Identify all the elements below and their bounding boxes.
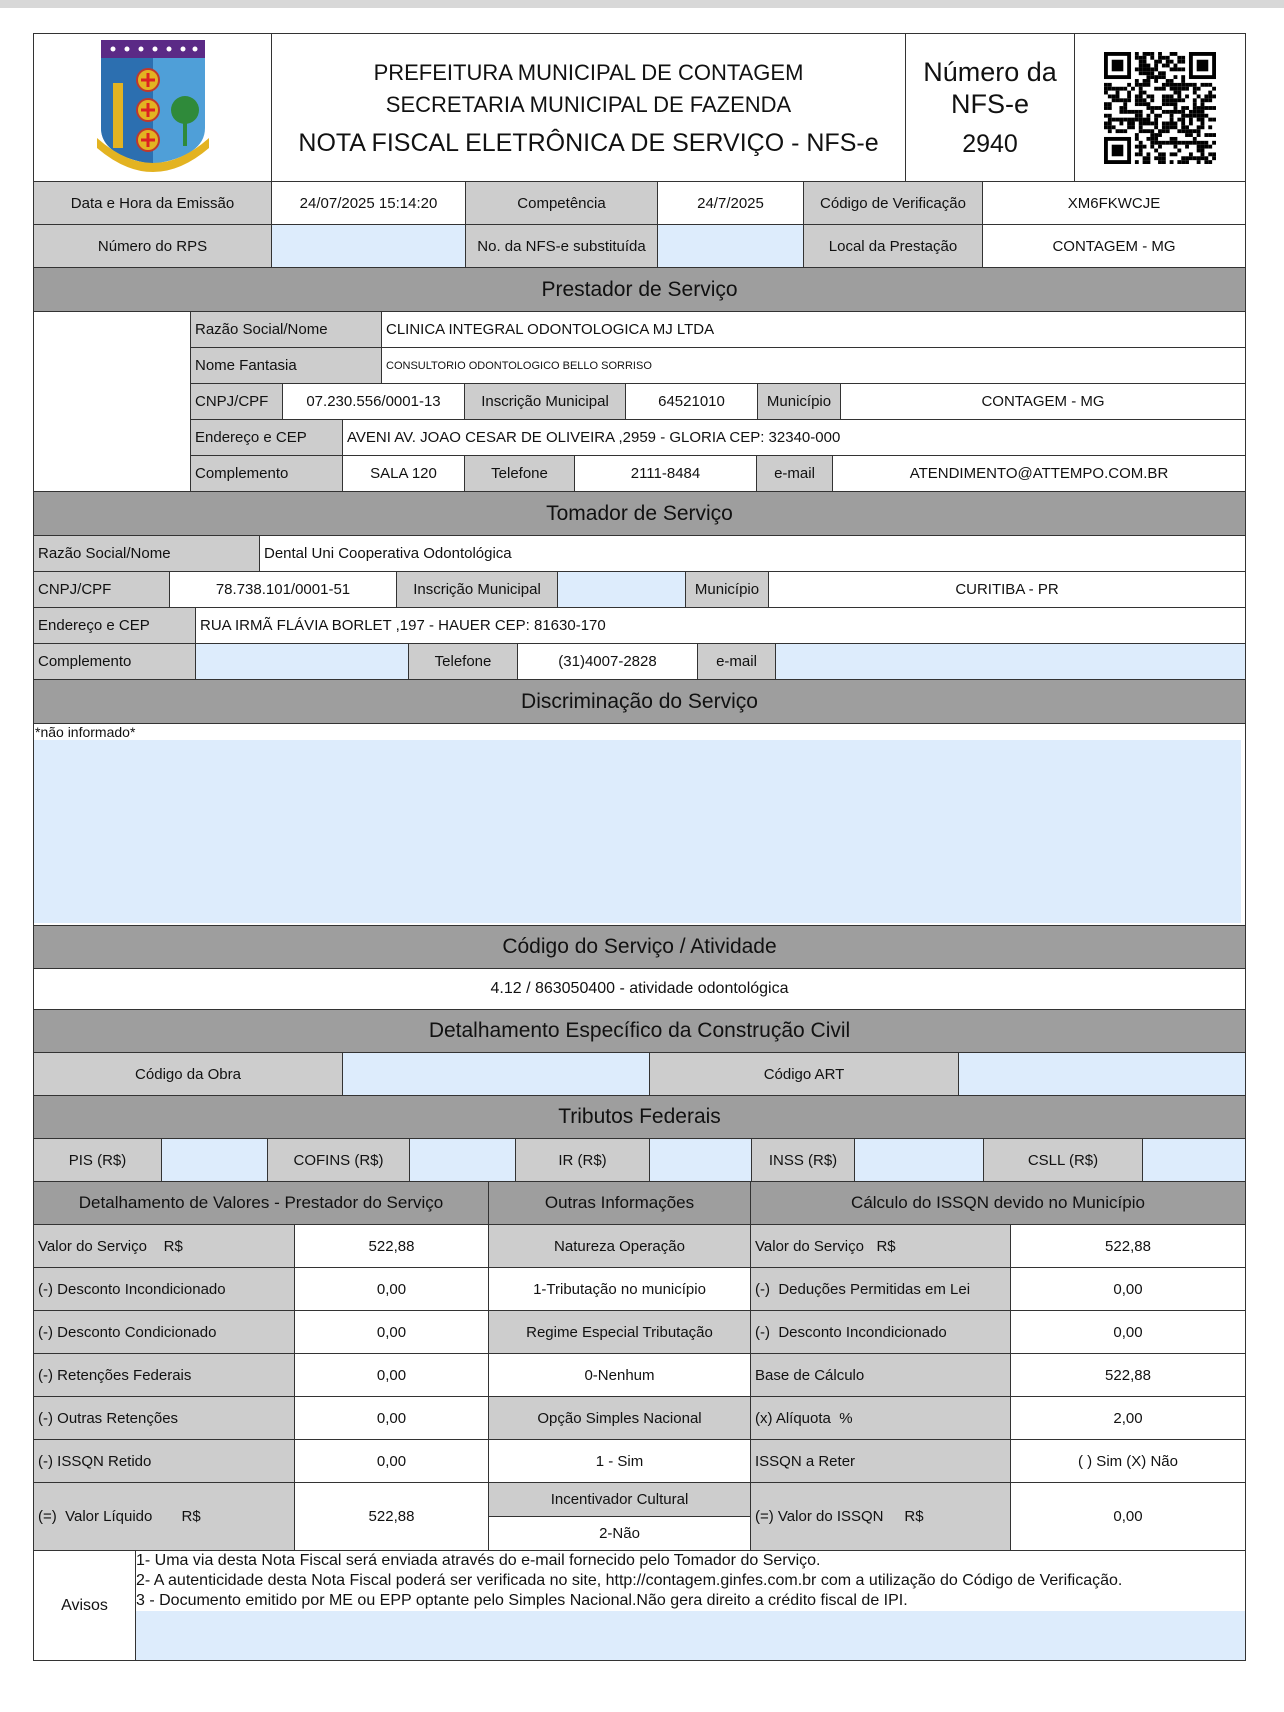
valores-row (34, 1440, 1246, 1483)
discriminacao-text: *não informado* (35, 724, 136, 740)
nfse-substituida-value (658, 225, 804, 268)
cofins-label: COFINS (R$) (268, 1139, 410, 1182)
tomador-cnpj-label: CNPJ/CPF (34, 572, 170, 608)
prestador-razao-value: CLINICA INTEGRAL ODONTOLOGICA MJ LTDA (382, 312, 1246, 348)
prestador-section (34, 312, 1246, 492)
issqn-label: (-) Deduções Permitidas em Lei (751, 1268, 1011, 1311)
issqn-label: (-) Desconto Incondicionado (751, 1311, 1011, 1354)
tomador-section-title: Tomador de Serviço (34, 492, 1246, 536)
prestador-municipio-value: CONTAGEM - MG (841, 384, 1246, 420)
codigo-servico-value: 4.12 / 863050400 - atividade odontológica (34, 969, 1246, 1010)
tomador-complemento-value (196, 644, 409, 680)
issqn-label: (=) Valor do ISSQN R$ (751, 1483, 1011, 1551)
inss-value (855, 1139, 984, 1182)
aviso-item: 2- A autenticidade desta Nota Fiscal poderá ser verificada no site, http://contagem.ginfes.com.br com a utilização do Código de Verificação. (136, 1572, 1123, 1589)
outras-info-value: 1 - Sim (489, 1440, 751, 1483)
document-title: NOTA FISCAL ELETRÔNICA DE SERVIÇO - NFS-e (298, 128, 879, 157)
valor-prestador-label: (-) ISSQN Retido (34, 1440, 295, 1483)
valor-prestador-label: (-) Outras Retenções (34, 1397, 295, 1440)
prestador-email-label: e-mail (757, 456, 833, 492)
valor-prestador-value: 0,00 (295, 1440, 489, 1483)
rps-label: Número do RPS (34, 225, 272, 268)
tomador-telefone-label: Telefone (409, 644, 518, 680)
tomador-municipio-value: CURITIBA - PR (769, 572, 1246, 608)
prestador-cnpj-label: CNPJ/CPF (191, 384, 283, 420)
nfse-number-label-2: NFS-e (950, 88, 1029, 119)
valores-row (34, 1397, 1246, 1440)
issqn-value: 0,00 (1011, 1268, 1246, 1311)
nfse-number-label: Número da (923, 56, 1057, 87)
valores-row (34, 1354, 1246, 1397)
prestador-complemento-value: SALA 120 (343, 456, 465, 492)
pis-value (162, 1139, 268, 1182)
valor-prestador-label: (-) Retenções Federais (34, 1354, 295, 1397)
tomador-endereco-value: RUA IRMÃ FLÁVIA BORLET ,197 - HAUER CEP: 81630-170 (196, 608, 1246, 644)
outras-info-label: Opção Simples Nacional (489, 1397, 751, 1440)
issqn-value: 522,88 (1011, 1225, 1246, 1268)
valor-prestador-label: (-) Desconto Condicionado (34, 1311, 295, 1354)
tomador-im-value (558, 572, 686, 608)
outras-info-label: Incentivador Cultural (489, 1483, 751, 1517)
prestador-section-title: Prestador de Serviço (34, 268, 1246, 312)
valor-prestador-label: (=) Valor Líquido R$ (34, 1483, 295, 1551)
competencia-label: Competência (466, 182, 658, 225)
valor-prestador-label: Valor do Serviço R$ (34, 1225, 295, 1268)
calculo-issqn-title: Cálculo do ISSQN devido no Município (751, 1182, 1246, 1225)
competencia-value: 24/7/2025 (658, 182, 804, 225)
csll-value (1143, 1139, 1246, 1182)
prestador-cnpj-value: 07.230.556/0001-13 (283, 384, 465, 420)
avisos-label: Avisos (34, 1551, 136, 1661)
local-prestacao-value: CONTAGEM - MG (983, 225, 1246, 268)
discriminacao-body (34, 724, 1246, 926)
prestador-telefone-label: Telefone (465, 456, 575, 492)
outras-info-label: Natureza Operação (489, 1225, 751, 1268)
discriminacao-section-title: Discriminação do Serviço (34, 680, 1246, 724)
top-bar (0, 0, 1284, 8)
info-row-1 (34, 182, 1246, 225)
tomador-razao-value: Dental Uni Cooperativa Odontológica (260, 536, 1246, 572)
info-row-2 (34, 225, 1246, 268)
issqn-value: 522,88 (1011, 1354, 1246, 1397)
rps-value (272, 225, 466, 268)
aviso-item: 3 - Documento emitido por ME ou EPP optante pelo Simples Nacional.Não gera direito a crédito fiscal de IPI. (136, 1592, 908, 1609)
city-coat-of-arms-logo (34, 34, 272, 182)
avisos-field (136, 1611, 1245, 1660)
valor-prestador-value: 522,88 (295, 1483, 489, 1551)
emissao-label: Data e Hora da Emissão (34, 182, 272, 225)
discriminacao-field (34, 740, 1241, 923)
nfse-document (33, 33, 1246, 1661)
prestador-im-value: 64521010 (626, 384, 758, 420)
cofins-value (410, 1139, 516, 1182)
tomador-endereco-label: Endereço e CEP (34, 608, 196, 644)
prestador-fantasia-value: CONSULTORIO ODONTOLOGICO BELLO SORRISO (382, 348, 1246, 384)
qr-code[interactable] (1075, 34, 1246, 182)
valor-prestador-value: 0,00 (295, 1354, 489, 1397)
codigo-servico-section-title: Código do Serviço / Atividade (34, 926, 1246, 969)
tomador-telefone-value: (31)4007-2828 (518, 644, 698, 680)
issqn-value: 0,00 (1011, 1311, 1246, 1354)
issqn-label: (x) Alíquota % (751, 1397, 1011, 1440)
csll-label: CSLL (R$) (984, 1139, 1143, 1182)
tomador-email-value (776, 644, 1246, 680)
valor-prestador-value: 522,88 (295, 1225, 489, 1268)
ir-label: IR (R$) (516, 1139, 650, 1182)
prefeitura-title: PREFEITURA MUNICIPAL DE CONTAGEM (373, 59, 804, 85)
tomador-email-label: e-mail (698, 644, 776, 680)
prestador-im-label: Inscrição Municipal (465, 384, 626, 420)
valor-prestador-value: 0,00 (295, 1268, 489, 1311)
emissao-value: 24/07/2025 15:14:20 (272, 182, 466, 225)
prestador-email-value: ATENDIMENTO@ATTEMPO.COM.BR (833, 456, 1246, 492)
outras-info-value: 1-Tributação no município (489, 1268, 751, 1311)
tomador-complemento-label: Complemento (34, 644, 196, 680)
outras-info-value: 0-Nenhum (489, 1354, 751, 1397)
valor-prestador-value: 0,00 (295, 1397, 489, 1440)
ir-value (650, 1139, 752, 1182)
codigo-obra-label: Código da Obra (34, 1053, 343, 1096)
valores-row (34, 1225, 1246, 1268)
nfse-number-block (906, 34, 1075, 182)
secretaria-title: SECRETARIA MUNICIPAL DE FAZENDA (385, 91, 792, 117)
outras-informacoes-title: Outras Informações (489, 1182, 751, 1225)
codigo-verificacao-label: Código de Verificação (804, 182, 983, 225)
codigo-obra-value (343, 1053, 650, 1096)
issqn-value: 0,00 (1011, 1483, 1246, 1551)
valor-prestador-label: (-) Desconto Incondicionado (34, 1268, 295, 1311)
outras-info-value: 2-Não (489, 1517, 751, 1551)
prestador-razao-label: Razão Social/Nome (191, 312, 382, 348)
issqn-label: Valor do Serviço R$ (751, 1225, 1011, 1268)
issqn-value: ( ) Sim (X) Não (1011, 1440, 1246, 1483)
codigo-verificacao-value: XM6FKWCJE (983, 182, 1246, 225)
valores-prestador-title: Detalhamento de Valores - Prestador do Serviço (34, 1182, 489, 1225)
pis-label: PIS (R$) (34, 1139, 162, 1182)
nfse-substituida-label: No. da NFS-e substituída (466, 225, 658, 268)
header-title-block (272, 34, 906, 182)
valores-row (34, 1311, 1246, 1354)
aviso-item: 1- Uma via desta Nota Fiscal será enviada através do e-mail fornecido pelo Tomador do Serviço. (136, 1552, 821, 1569)
valores-row (34, 1268, 1246, 1311)
valores-row (34, 1483, 1246, 1551)
nfse-number: 2940 (962, 129, 1018, 158)
local-prestacao-label: Local da Prestação (804, 225, 983, 268)
avisos-list (136, 1551, 1246, 1661)
tomador-cnpj-value: 78.738.101/0001-51 (170, 572, 397, 608)
inss-label: INSS (R$) (752, 1139, 855, 1182)
codigo-art-value (959, 1053, 1246, 1096)
prestador-logo-area (34, 312, 191, 492)
tomador-municipio-label: Município (686, 572, 769, 608)
prestador-telefone-value: 2111-8484 (575, 456, 757, 492)
tributos-section-title: Tributos Federais (34, 1096, 1246, 1139)
prestador-endereco-value: AVENI AV. JOAO CESAR DE OLIVEIRA ,2959 - GLORIA CEP: 32340-000 (343, 420, 1246, 456)
prestador-fantasia-label: Nome Fantasia (191, 348, 382, 384)
codigo-art-label: Código ART (650, 1053, 959, 1096)
tomador-im-label: Inscrição Municipal (397, 572, 558, 608)
valor-prestador-value: 0,00 (295, 1311, 489, 1354)
issqn-label: ISSQN a Reter (751, 1440, 1011, 1483)
issqn-label: Base de Cálculo (751, 1354, 1011, 1397)
valores-table (34, 1225, 1246, 1551)
prestador-complemento-label: Complemento (191, 456, 343, 492)
outras-info-label: Regime Especial Tributação (489, 1311, 751, 1354)
prestador-municipio-label: Município (758, 384, 841, 420)
prestador-endereco-label: Endereço e CEP (191, 420, 343, 456)
issqn-value: 2,00 (1011, 1397, 1246, 1440)
tomador-razao-label: Razão Social/Nome (34, 536, 260, 572)
construcao-section-title: Detalhamento Específico da Construção Civil (34, 1010, 1246, 1053)
document-header (34, 34, 1246, 182)
